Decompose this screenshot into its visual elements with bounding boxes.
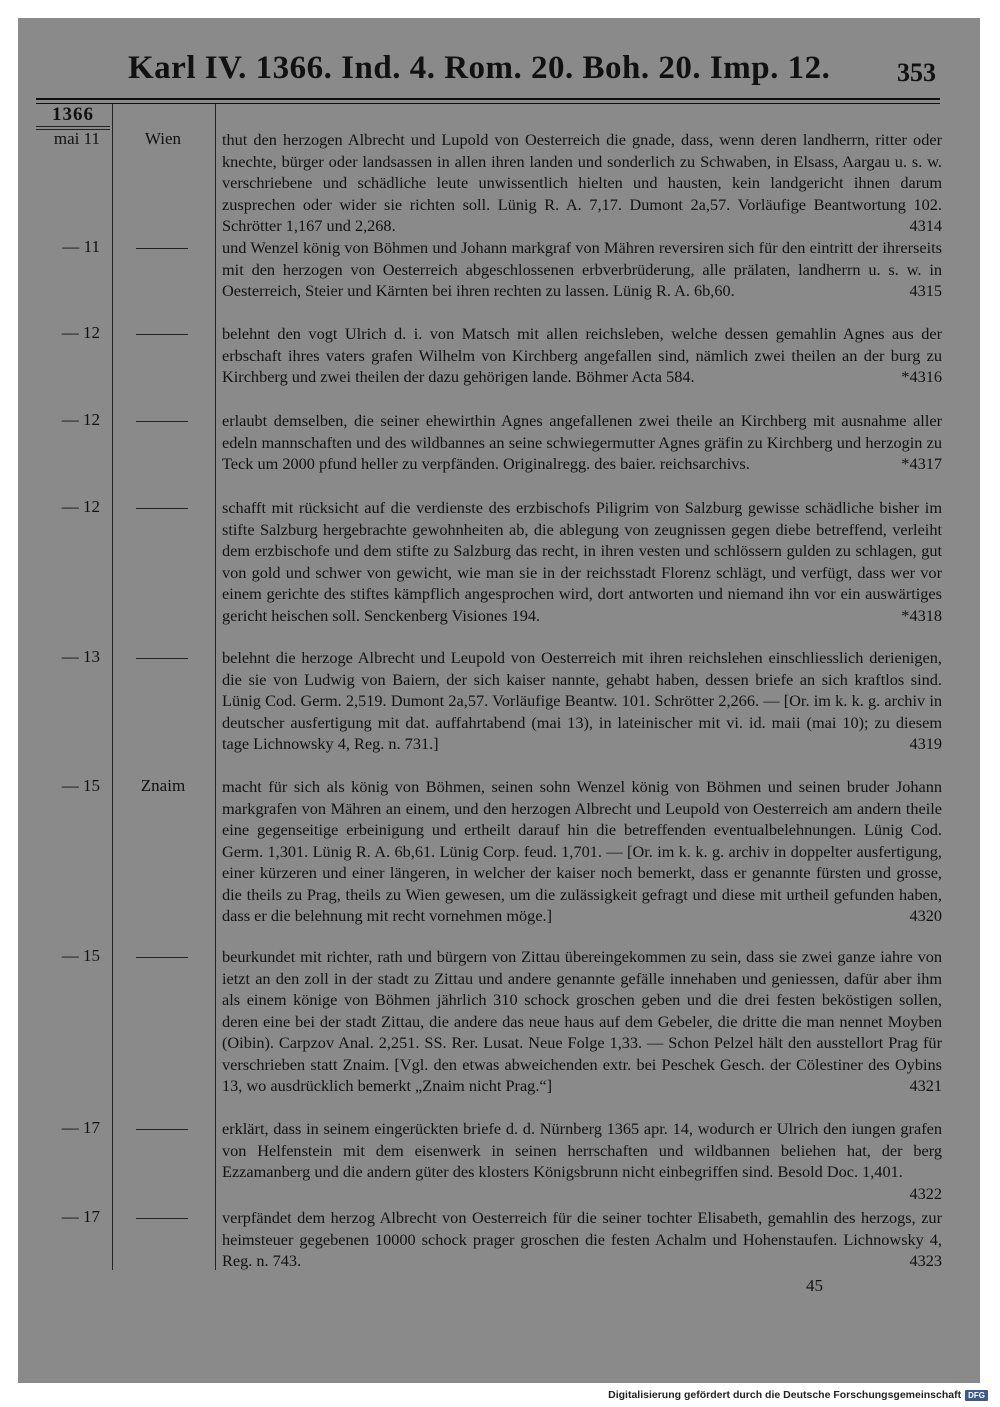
year-label: 1366 (52, 104, 94, 125)
entry-date: — 12 (61, 497, 100, 516)
entry-date: — 17 (61, 1207, 100, 1226)
entry-number: 4322 (909, 1183, 942, 1203)
entry-body: belehnt den vogt Ulrich d. i. von Matsch mit allen reichsleben, welche dessen gemahlin Agnes aus der erbschaft ihres vaters grafen Wilhelm von Kirchberg angefallen sind, nämlich zwei theilen an der burg zu Kirchberg und zwei theilen der dazu gehörigen lande. Böhmer Acta 584. (222, 324, 942, 386)
entry-date: — 12 (61, 323, 100, 342)
entry-number: 4321 (909, 1076, 942, 1095)
entry-text (222, 323, 942, 388)
header-rule-thin (36, 103, 940, 104)
entry-text (222, 410, 942, 475)
running-title: Karl IV. 1366. Ind. 4. Rom. 20. Boh. 20. Imp. 12. (128, 50, 831, 86)
year-rule (36, 126, 110, 127)
entry-text (222, 1118, 942, 1204)
entry-text (222, 497, 942, 626)
entry-number: 4323 (909, 1251, 942, 1270)
entry-date: — 15 (61, 946, 100, 965)
entry-number: *4317 (901, 454, 942, 473)
ditto-dash (136, 421, 188, 422)
entry-body: erklärt, dass in seinem eingerückten briefe d. d. Nürnberg 1365 apr. 14, wodurch er Ulrich den iungen grafen von Helfenstein mit dem eisenwerk in seinen herrschaften und wildbannen beliehen hat, der berg Ezzamanberg und die andern güter des klosters Königsbrunn nicht einbegriffen sind. Besold Doc. 1,401. (222, 1119, 942, 1181)
entry-body: belehnt die herzoge Albrecht und Leupold von Oesterreich mit ihren reichslehen einschliesslich derienigen, die sie von Ludwig von Baiern, der sich kaiser nannte, gehabt haben, dessen briefe an sich kraftlos sind. Lünig Cod. Germ. 2,519. Dumont 2a,57. Vorläufige Beantw. 101. Schrötter 2,266. — [Or. im k. k. g. archiv in deutscher ausfertigung mit dat. auffahrtabend (mai 13), in lateinischer mit vi. id. maii (mai 10); zu diesem tage Lichnowsky 4, Reg. n. 731.] (222, 648, 942, 753)
entry-number: *4318 (901, 605, 942, 625)
entry-number: *4316 (901, 367, 942, 386)
entry-body: und Wenzel könig von Böhmen und Johann markgraf von Mähren reversiren sich für den eintritt der ihrerseits mit den herzogen von Oesterreich abgeschlossenen erbverbrüderung, alle prälaten, landherrn u. s. w. in Oesterreich, Steier und Kärnten bei ihren rechten zu lassen. Lünig R. A. 6b,60. (222, 238, 942, 300)
entry-number: 4320 (909, 906, 942, 925)
entry-text (222, 776, 942, 927)
entry-date: — 13 (61, 647, 100, 666)
entry-text (222, 946, 942, 1097)
entry-place: Wien (144, 129, 182, 148)
ditto-dash (136, 1218, 188, 1219)
entry-text (222, 1207, 942, 1272)
signature-mark: 45 (806, 1276, 823, 1295)
entry-body: erlaubt demselben, die seiner ehewirthin Agnes angefallenen zwei theile an Kirchberg mit ausnahme aller edeln mannschaften und des wildbannes an seine schwiegermutter Agnes gräfin zu Kirchberg und herzogin zu Teck um 2000 pfund heller zu verpfänden. Originalregg. des baier. reichsarchivs. (222, 411, 942, 473)
entry-text (222, 129, 942, 237)
entry-place: Znaim (140, 776, 186, 795)
entry-date: — 11 (62, 237, 100, 256)
page-number: 353 (897, 58, 936, 87)
entry-number: 4319 (909, 734, 942, 753)
entry-body: thut den herzogen Albrecht und Lupold von Oesterreich die gnade, dass, wenn deren landherrn, ritter oder knechte, bürger oder landsassen in allen ihren landen und sonderlich zu Schwaben, in Elsass, Aargau u. s. w. verschriebene und schädliche leute unwissentlich hielten und hausten, kein landgericht ihnen darum zusprechen oder wider sie richten soll. Lünig R. A. 7,17. Dumont 2a,57. Vorläufige Beantwortung 102. Schrötter 1,167 und 2,268. (222, 130, 942, 235)
entry-number: 4314 (909, 216, 942, 235)
entry-date: mai 11 (53, 129, 100, 148)
ditto-dash (136, 508, 188, 509)
column-divider-place (215, 104, 216, 1270)
dfg-logo-icon: DFG (965, 1390, 988, 1401)
entry-date: — 17 (61, 1118, 100, 1137)
footer-credit (608, 1389, 988, 1401)
entry-number: 4315 (909, 281, 942, 300)
entry-body: beurkundet mit richter, rath und bürgern von Zittau übereingekommen zu sein, dass sie zwei ganze iahre von ietzt an den zoll in der stadt zu Zittau und andere genannte gefälle innehaben und geniessen, dafür aber ihm als einem könige von Böhmen jährlich 310 schock groschen geben und die drei festen beköstigen sollen, deren eine bei der stadt Zittau, die andere das neue haus auf dem Gebeler, die dritte die man nennet Moyben (Oibin). Carpzov Anal. 2,251. SS. Rer. Lusat. Neue Folge 1,33. — Schon Pelzel hält den ausstellort Prag für verschrieben statt Znaim. [Vgl. den etwas abweichenden extr. bei Peschek Gesch. der Cölestiner des Oybins 13, wo ausdrücklich bemerkt „Znaim nicht Prag.“] (222, 947, 942, 1095)
ditto-dash (136, 248, 188, 249)
entry-date: — 12 (61, 410, 100, 429)
ditto-dash (136, 1129, 188, 1130)
ditto-dash (136, 658, 188, 659)
entry-text (222, 647, 942, 755)
entry-body: verpfändet dem herzog Albrecht von Oesterreich für die seiner tochter Elisabeth, gemahlin des herzogs, zur heimsteuer gegebenen 10000 schock prager groschen die festen Achalm und Hohenstaufen. Lichnowsky 4, Reg. n. 743. (222, 1208, 942, 1270)
entry-body: macht für sich als könig von Böhmen, seinen sohn Wenzel könig von Böhmen und seinen bruder Johann markgrafen von Mähren an einem, und den herzogen Albrecht und Leupold von Oesterreich am andern theile eine gegenseitige erbeinigung und ertheilt darauf hin die betreffenden eventualbelehnungen. Lünig Cod. Germ. 1,301. Lünig R. A. 6b,61. Lünig Corp. feud. 1,701. — [Or. im k. k. g. archiv in doppelter ausfertigung, einer kürzeren und einer längeren, in welcher der kaiser noch bemerkt, dass er genannte fürsten und grosse, die theils zu Prag, theils zu Wien gewesen, um die zulässigkeit gefragt und diese mit urtheil gefunden haben, dass er die belehnung mit recht vornehmen möge.] (222, 777, 942, 925)
entry-text (222, 237, 942, 302)
entry-body: schafft mit rücksicht auf die verdienste des erzbischofs Piligrim von Salzburg gewisse schädliche bisher im stifte Salzburg hergebrachte gewohnheiten ab, die ablegung von zeugnissen gegen diebe betreffend, verleiht dem erzbischofe und dem stifte zu Salzburg das recht, in ihren vesten und schlössern gulden zu schlagen, gut von gold und schwer von gewicht, wie man sie in der reichsstadt Florenz schlägt, und verfügt, dass wer vor einem gerichte des stiftes kämpflich angesprochen wird, dort antworten und niemand ihn vor ein auswärtiges gericht heischen soll. Senckenberg Visiones 194. (222, 498, 942, 625)
column-divider-date (112, 104, 113, 1270)
entry-date: — 15 (61, 776, 100, 795)
footer-credit-text: Digitalisierung gefördert durch die Deutsche Forschungsgemeinschaft (608, 1389, 962, 1401)
ditto-dash (136, 334, 188, 335)
header-rule (36, 98, 940, 100)
ditto-dash (136, 957, 188, 958)
